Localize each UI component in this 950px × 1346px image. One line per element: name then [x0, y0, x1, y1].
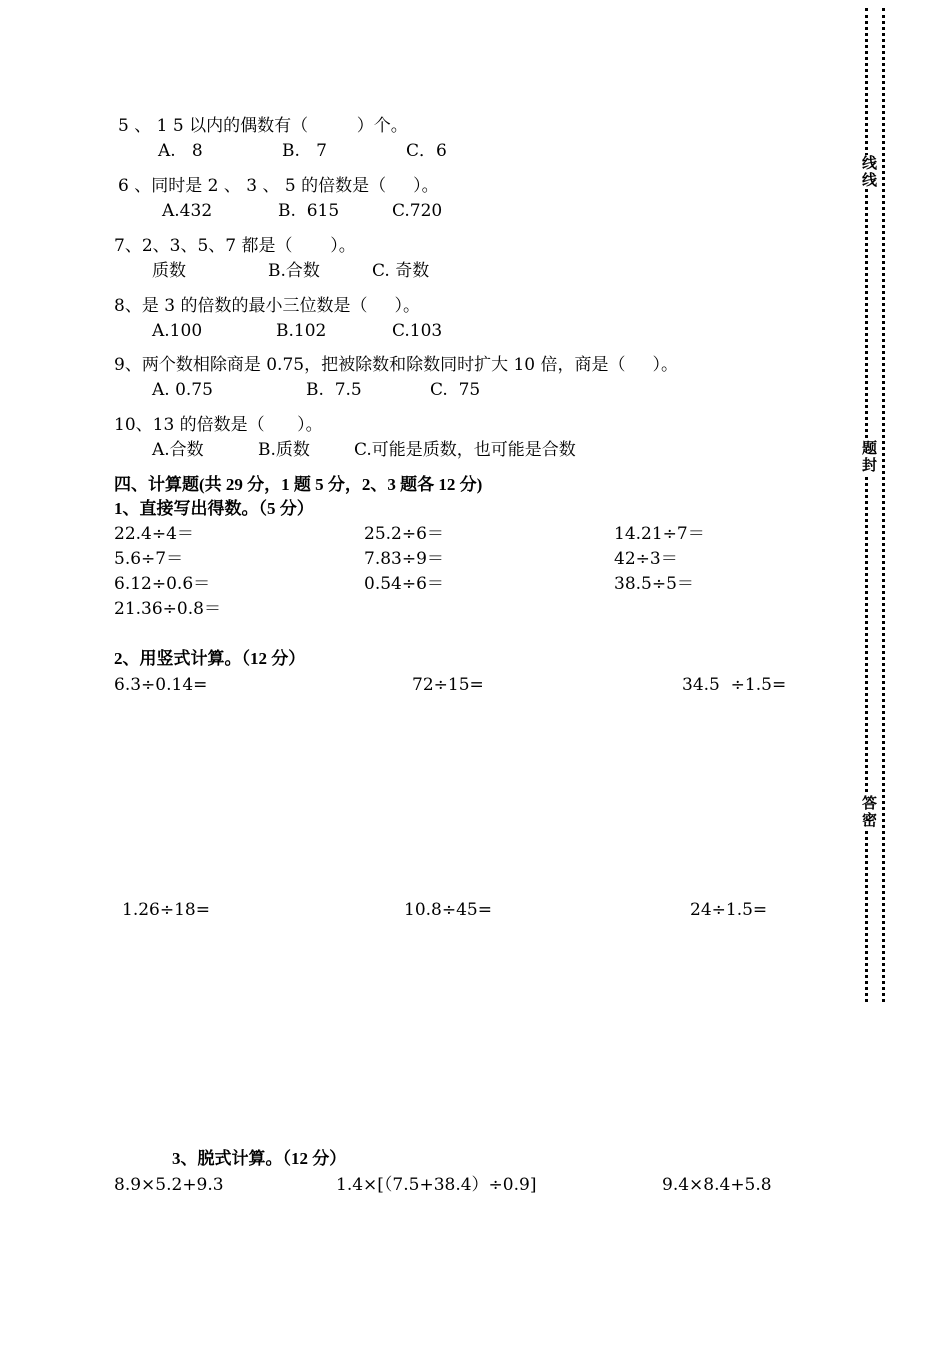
question-8-option-c: C.103	[392, 321, 443, 341]
question-7-option-c: C. 奇数	[372, 261, 430, 281]
question-5-stem: 5 、 1 5 以内的偶数有（ ）个。	[118, 116, 408, 136]
question-6-option-c: C.720	[392, 201, 443, 221]
question-8-stem: 8、是 3 的倍数的最小三位数是（ ）。	[114, 296, 420, 316]
oral-calc-item: 38.5÷5＝	[614, 574, 694, 594]
oral-calc-item: 6.12÷0.6＝	[114, 574, 211, 594]
part-2-title: 2、用竖式计算。（12 分）	[114, 649, 306, 668]
question-7-option-a: 质数	[152, 261, 186, 281]
step-calc-item: 1.4×[（7.5+38.4）÷0.9]	[336, 1175, 537, 1195]
question-9-option-a: A. 0.75	[152, 380, 213, 400]
section-4-title: 四、计算题(共 29 分，1 题 5 分，2、3 题各 12 分)	[114, 475, 483, 494]
question-7-option-b: B.合数	[268, 261, 320, 281]
vertical-calc-item: 34.5 ÷1.5=	[682, 675, 787, 695]
oral-calc-item: 0.54÷6＝	[364, 574, 444, 594]
question-5-option-c: C．6	[406, 141, 447, 161]
step-calc-item: 8.9×5.2+9.3	[114, 1175, 224, 1195]
question-9-option-b: B. 7.5	[306, 380, 362, 400]
question-6-option-b: B. 615	[278, 201, 340, 221]
oral-calc-item: 22.4÷4＝	[114, 524, 194, 544]
vertical-calc-item: 10.8÷45=	[404, 900, 492, 920]
part-1-title: 1、直接写出得数。（5 分）	[114, 499, 314, 518]
question-5-option-b: B. 7	[282, 141, 327, 161]
question-7-stem: 7、2、3、5、7 都是（ ）。	[114, 236, 356, 256]
vertical-calc-item: 24÷1.5=	[690, 900, 768, 920]
oral-calc-item: 25.2÷6＝	[364, 524, 444, 544]
binding-line-right	[882, 8, 885, 1002]
oral-calc-item: 21.36÷0.8＝	[114, 599, 221, 619]
question-10-stem: 10、13 的倍数是（ ）。	[114, 415, 323, 435]
question-9-stem: 9、两个数相除商是 0.75，把被除数和除数同时扩大 10 倍，商是（ ）。	[114, 355, 679, 375]
question-6-stem: 6 、同时是 2 、 3 、 5 的倍数是（ ）。	[118, 176, 439, 196]
part-3-title: 3、脱式计算。（12 分）	[172, 1149, 347, 1168]
margin-label-line: 线线	[860, 155, 878, 189]
question-8-option-a: A.100	[152, 321, 203, 341]
question-5-option-a: A. 8	[158, 141, 203, 161]
vertical-calc-item: 6.3÷0.14=	[114, 675, 208, 695]
vertical-calc-item: 72÷15=	[412, 675, 484, 695]
question-10-option-a: A.合数	[152, 440, 204, 460]
question-6-option-a: A.432	[162, 201, 213, 221]
question-10-option-c: C.可能是质数，也可能是合数	[354, 440, 576, 460]
oral-calc-item: 5.6÷7＝	[114, 549, 184, 569]
step-calc-item: 9.4×8.4+5.8	[662, 1175, 772, 1195]
question-8-option-b: B.102	[276, 321, 327, 341]
margin-label-seal: 题封	[860, 440, 878, 474]
oral-calc-item: 14.21÷7＝	[614, 524, 705, 544]
vertical-calc-item: 1.26÷18=	[122, 900, 210, 920]
oral-calc-item: 42÷3＝	[614, 549, 678, 569]
question-9-option-c: C. 75	[430, 380, 481, 400]
oral-calc-item: 7.83÷9＝	[364, 549, 444, 569]
question-10-option-b: B.质数	[258, 440, 310, 460]
margin-label-secret: 答密	[860, 795, 878, 829]
